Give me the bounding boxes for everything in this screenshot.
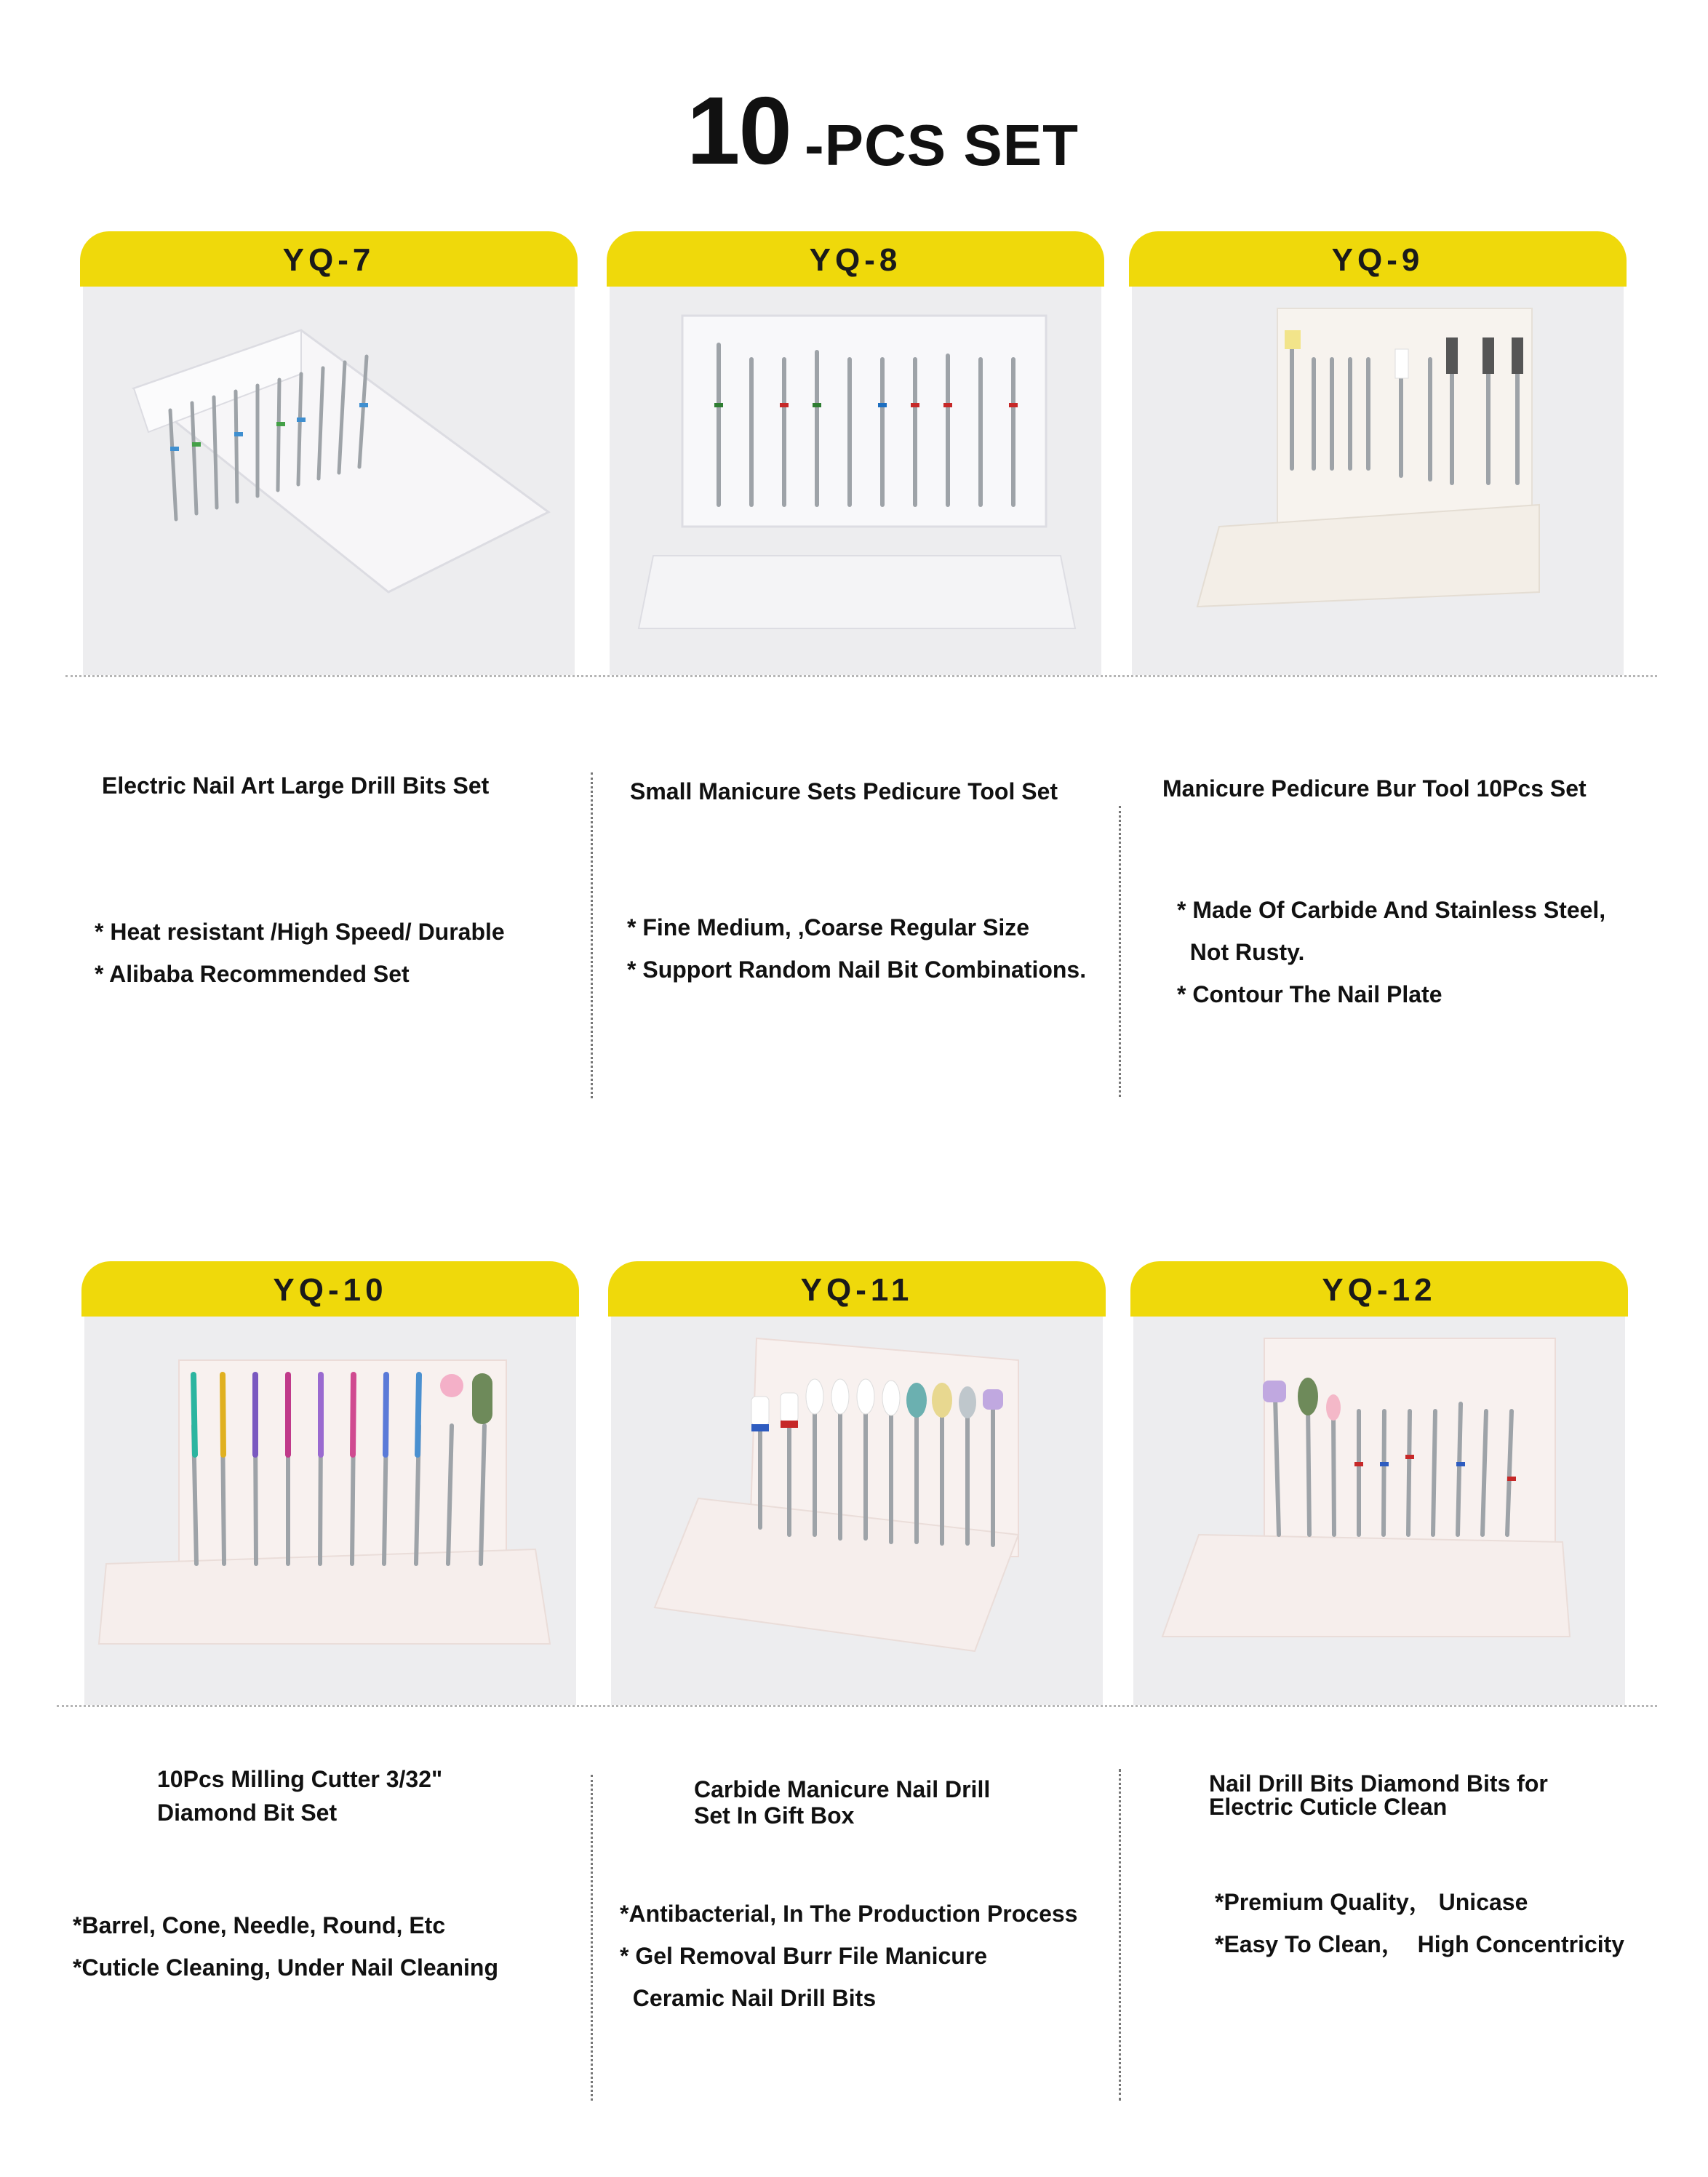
product-title: Nail Drill Bits Diamond Bits for <box>1209 1770 1548 1797</box>
product-card-yq10 <box>81 1261 579 1705</box>
product-photo-drill-bit-case <box>84 1317 576 1705</box>
product-title: 10Pcs Milling Cutter 3/32" <box>157 1766 443 1792</box>
product-bullet: *Premium Quality， Unicase <box>1215 1889 1528 1915</box>
product-bullet: * Heat resistant /High Speed/ Durable <box>95 919 505 945</box>
product-title: Set In Gift Box <box>694 1802 855 1829</box>
product-bullet: * Gel Removal Burr File Manicure <box>620 1943 988 1969</box>
product-title: Diamond Bit Set <box>157 1799 338 1826</box>
product-code-tab: YQ-7 <box>80 231 578 287</box>
product-title: Small Manicure Sets Pedicure Tool Set <box>630 778 1058 804</box>
product-title: Electric Nail Art Large Drill Bits Set <box>102 772 490 799</box>
product-bullet: * Support Random Nail Bit Combinations. <box>627 956 1087 983</box>
product-title: Manicure Pedicure Bur Tool 10Pcs Set <box>1162 775 1587 802</box>
product-bullet: Not Rusty. <box>1177 939 1305 965</box>
product-bullet: *Barrel, Cone, Needle, Round, Etc <box>73 1912 446 1938</box>
product-code-tab: YQ-8 <box>607 231 1104 287</box>
product-bullet: *Easy To Clean， High Concentricity <box>1215 1931 1625 1957</box>
product-bullet: * Fine Medium, ,Coarse Regular Size <box>627 914 1030 940</box>
product-photo-drill-bit-case <box>1133 1317 1625 1705</box>
product-photo-drill-bit-case <box>1132 287 1624 675</box>
product-card-yq7 <box>80 231 578 675</box>
product-bullet: * Contour The Nail Plate <box>1177 981 1442 1007</box>
page-heading <box>0 77 1708 196</box>
column-divider <box>591 772 593 1098</box>
product-bullet: Ceramic Nail Drill Bits <box>620 1985 877 2011</box>
product-bullet: *Antibacterial, In The Production Process <box>620 1901 1078 1927</box>
column-divider <box>591 1775 593 2101</box>
product-card-yq8 <box>607 231 1104 675</box>
product-photo-drill-bit-case <box>83 287 575 675</box>
product-bullet: * Made Of Carbide And Stainless Steel, <box>1177 897 1606 923</box>
row-divider <box>65 675 1657 677</box>
product-bullet: *Cuticle Cleaning, Under Nail Cleaning <box>73 1954 498 1981</box>
product-card-yq9 <box>1129 231 1627 675</box>
row-divider <box>57 1705 1657 1707</box>
product-code-tab: YQ-12 <box>1130 1261 1628 1317</box>
product-photo-drill-bit-case <box>610 287 1101 675</box>
product-card-yq11 <box>608 1261 1106 1705</box>
product-bullet: * Alibaba Recommended Set <box>95 961 410 987</box>
product-title: Electric Cuticle Clean <box>1209 1794 1448 1820</box>
product-card-yq12 <box>1130 1261 1628 1705</box>
product-code-tab: YQ-10 <box>81 1261 579 1317</box>
product-code-tab: YQ-9 <box>1129 231 1627 287</box>
column-divider <box>1119 1769 1121 2101</box>
product-code-tab: YQ-11 <box>608 1261 1106 1317</box>
heading-pcs-set: -PCS SET <box>805 113 1079 177</box>
product-photo-drill-bit-case <box>611 1317 1103 1705</box>
column-divider <box>1119 806 1121 1097</box>
product-title: Carbide Manicure Nail Drill <box>694 1776 991 1802</box>
heading-number: 10 <box>687 77 791 184</box>
